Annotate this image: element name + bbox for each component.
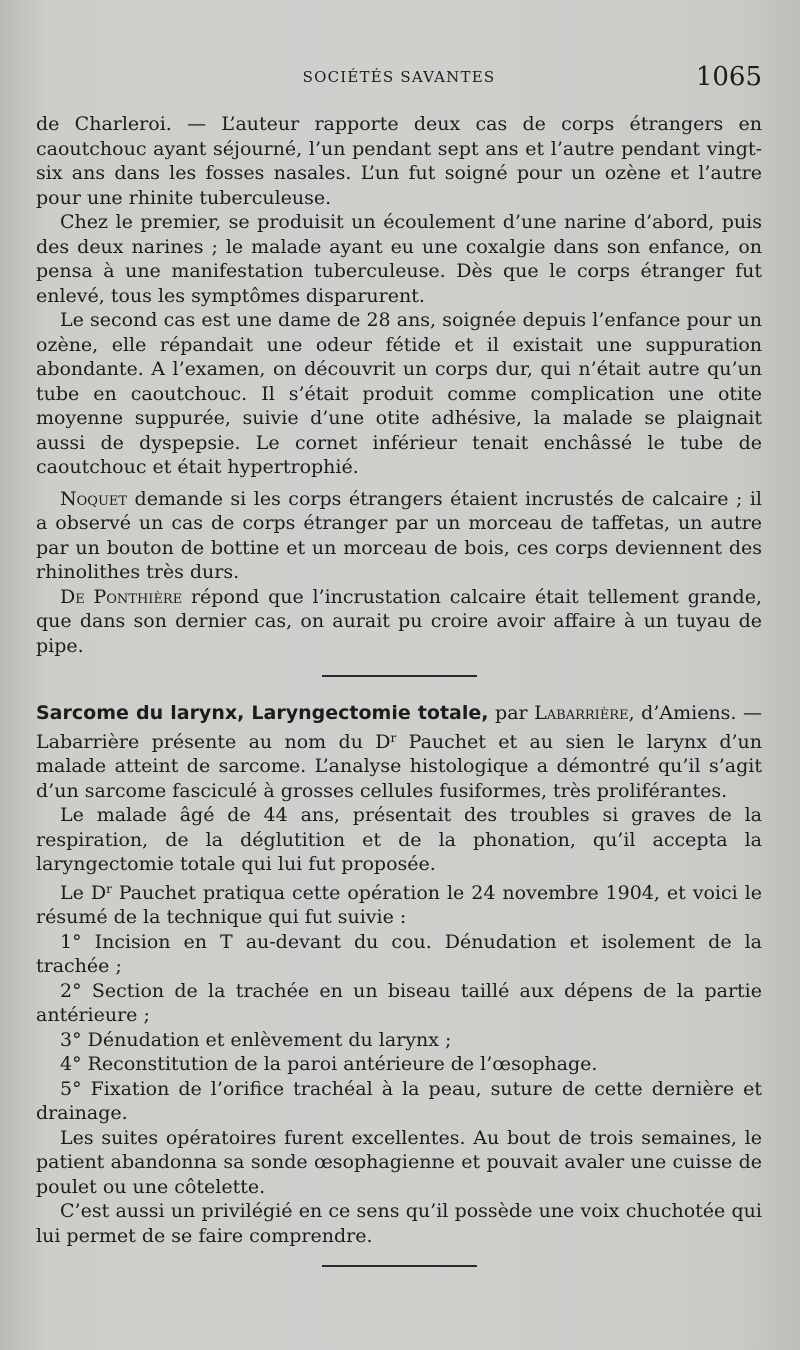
- paragraph: C’est aussi un privilégié en ce sens qu’il possède une voix chuchotée qui lui permet de se faire comprendre.: [36, 1200, 762, 1247]
- paragraph: de Charleroi. — L’auteur rapporte deux cas de corps étrangers en caoutchouc ayant séjourné, l’un pendant sept ans et l’autre pendant vingt-six ans dans les fosses nasales. L’un fut soigné pour un ozène et l’autre pour une rhinite tuberculeuse.: [36, 113, 762, 209]
- paragraph-text: répond que l’incrustation calcaire était tellement grande, que dans son dernier cas, on aurait pu croire avoir affaire à un tuyau de pipe.: [36, 585, 762, 657]
- page-body: [36, 112, 762, 1291]
- technique-step: 5° Fixation de l’orifice trachéal à la peau, suture de cette dernière et drainage.: [36, 1077, 762, 1124]
- running-head: SOCIÉTÉS SAVANTES: [302, 68, 496, 86]
- paragraph-text: , d’Amiens. — Labarrière présente au nom du D: [36, 702, 762, 753]
- superscript: r: [106, 881, 112, 896]
- speaker-name: Noquet: [60, 487, 128, 510]
- paragraph-text: Le D: [60, 881, 107, 904]
- article-intro: [36, 701, 762, 803]
- paragraph: Les suites opératoires furent excellentes. Au bout de trois semaines, le patient abandonna sa sonde œsophagienne et pouvait avaler une cuisse de poulet ou une côtelette.: [36, 1126, 762, 1198]
- page-number: 1065: [695, 62, 762, 92]
- paragraph: [36, 487, 762, 585]
- section-divider: [322, 1265, 477, 1267]
- paragraph-text: demande si les corps étrangers étaient incrustés de calcaire ; il a observé un cas de corps étranger par un morceau de taffetas, un autre par un bouton de bottine et un morceau de bois, ces corps deviennent des rhinolithes très durs.: [36, 487, 762, 583]
- paragraph: Chez le premier, se produisit un écoulement d’une narine d’abord, puis des deux narines ; le malade ayant eu une coxalgie dans son enfance, on pensa à une manifestation tuberculeuse. Dès que le corps étranger fut enlevé, tous les symptômes disparurent.: [36, 211, 762, 307]
- section-divider: [322, 675, 477, 677]
- technique-step: 2° Section de la trachée en un biseau taillé aux dépens de la partie antérieure ;: [36, 979, 762, 1026]
- paragraph: [36, 585, 762, 659]
- article-author: Labarrière: [534, 702, 629, 724]
- superscript: r: [390, 730, 397, 745]
- technique-step: 1° Incision en T au-devant du cou. Dénudation et isolement de la trachée ;: [36, 930, 762, 977]
- paragraph-text: Pauchet pratiqua cette opération le 24 novembre 1904, et voici le résumé de la technique qui fut suivie :: [36, 881, 763, 928]
- article-title: Sarcome du larynx, Laryngectomie totale,: [36, 702, 489, 724]
- paragraph: Le malade âgé de 44 ans, présentait des troubles si graves de la respiration, de la déglutition et de la phonation, qu’il accepta la laryngectomie totale qui lui fut proposée.: [36, 804, 762, 875]
- article-by: par: [488, 702, 535, 724]
- page-header: [36, 62, 762, 98]
- paragraph: Le second cas est une dame de 28 ans, soignée depuis l’enfance pour un ozène, elle répandait une odeur fétide et il existait une suppuration abondante. A l’examen, on découvrit un corps dur, qui n’était autre qu’un tube en caoutchouc. Il s’était produit comme complication une otite moyenne suppurée, suivie d’une otite adhésive, la malade se plaignait aussi de dyspepsie. Le cornet inférieur tenait enchâssé le tube de caoutchouc et était hypertrophié.: [36, 309, 762, 478]
- technique-step: 4° Reconstitution de la paroi antérieure de l’œsophage.: [60, 1053, 598, 1075]
- paragraph-text: Pauchet et au sien le larynx d’un malade atteint de sarcome. L’analyse histologique a démontré qu’il s’agit d’un sarcome fasciculé à grosses cellules fusiformes, très proliférantes.: [36, 730, 762, 802]
- speaker-name: De Ponthière: [60, 585, 183, 608]
- paragraph: [36, 877, 762, 930]
- technique-step: 3° Dénudation et enlèvement du larynx ;: [60, 1028, 452, 1051]
